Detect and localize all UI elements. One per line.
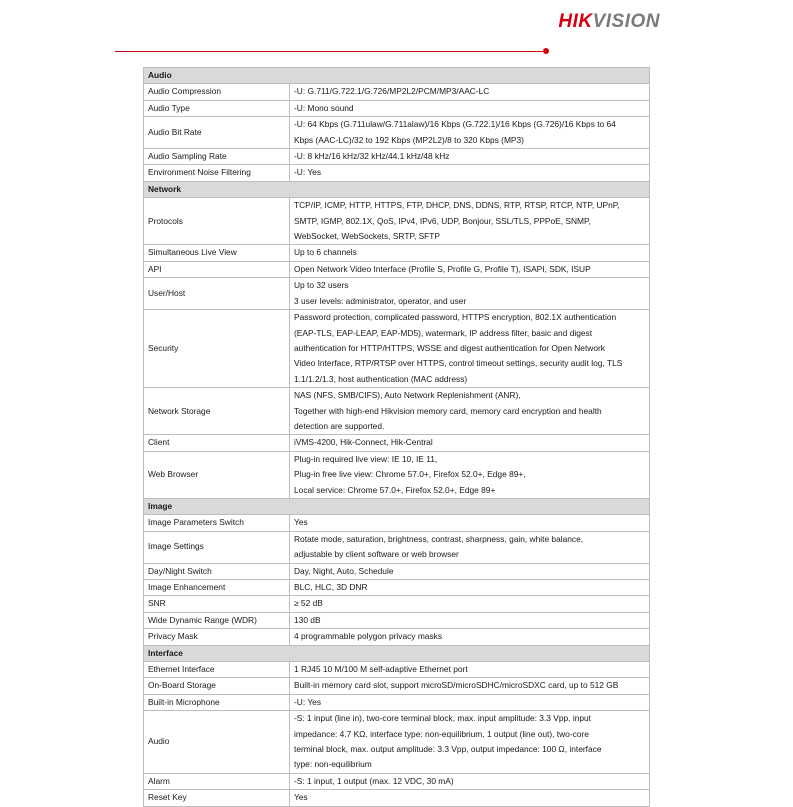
spec-value bbox=[290, 100, 650, 116]
spec-value bbox=[290, 388, 650, 435]
spec-key: SNR bbox=[144, 596, 290, 612]
spec-value-line: WebSocket, WebSockets, SRTP, SFTP bbox=[294, 231, 440, 242]
spec-row bbox=[144, 165, 650, 181]
spec-row bbox=[144, 388, 650, 435]
spec-value-line: Up to 32 users bbox=[294, 280, 349, 291]
spec-value-line: 130 dB bbox=[294, 614, 321, 625]
spec-value bbox=[290, 790, 650, 806]
spec-row bbox=[144, 435, 650, 451]
spec-row bbox=[144, 245, 650, 261]
spec-value-line: 1.1/1.2/1.3, host authentication (MAC address) bbox=[294, 373, 468, 384]
section-title: Image bbox=[144, 498, 650, 514]
spec-key: Audio bbox=[144, 711, 290, 774]
spec-row bbox=[144, 790, 650, 806]
spec-value bbox=[290, 773, 650, 789]
spec-value-line: Yes bbox=[294, 792, 308, 803]
spec-row bbox=[144, 773, 650, 789]
spec-key: Protocols bbox=[144, 198, 290, 245]
spec-value-line: -U: G.711/G.722.1/G.726/MP2L2/PCM/MP3/AAC-LC bbox=[294, 86, 490, 97]
spec-value-line: Built-in memory card slot, support microSD/microSDHC/microSDXC card, up to 512 GB bbox=[294, 680, 619, 691]
spec-value-line: -S: 1 input (line in), two-core terminal block, max. input amplitude: 3.3 Vpp, input bbox=[294, 713, 591, 724]
spec-value-line: (EAP-TLS, EAP-LEAP, EAP-MD5), watermark, IP address filter, basic and digest bbox=[294, 327, 593, 338]
spec-value bbox=[290, 451, 650, 498]
spec-row bbox=[144, 198, 650, 245]
spec-key: Security bbox=[144, 310, 290, 388]
spec-value-line: BLC, HLC, 3D DNR bbox=[294, 582, 368, 592]
spec-value-line: -U: Yes bbox=[294, 696, 322, 707]
spec-value-line: Local service: Chrome 57.0+, Firefox 52.0+, Edge 89+ bbox=[294, 484, 496, 495]
spec-value-line: -S: 1 input, 1 output (max. 12 VDC, 30 mA) bbox=[294, 775, 454, 786]
spec-row bbox=[144, 278, 650, 310]
spec-key: Alarm bbox=[144, 773, 290, 789]
spec-row bbox=[144, 84, 650, 100]
spec-key: Network Storage bbox=[144, 388, 290, 435]
logo-vision: VISION bbox=[592, 11, 660, 32]
spec-row bbox=[144, 612, 650, 628]
spec-value bbox=[290, 278, 650, 310]
spec-key: Environment Noise Filtering bbox=[144, 165, 290, 181]
spec-value-line: NAS (NFS, SMB/CIFS), Auto Network Replenishment (ANR), bbox=[294, 390, 521, 401]
spec-value bbox=[290, 694, 650, 710]
spec-value bbox=[290, 515, 650, 531]
spec-key: Audio Bit Rate bbox=[144, 117, 290, 149]
spec-value-line: Open Network Video Interface (Profile S, Profile G, Profile T), ISAPI, SDK, ISUP bbox=[294, 263, 591, 274]
spec-value-line: impedance: 4.7 KΩ, interface type: non-equilibrium, 1 output (line out), two-core bbox=[294, 728, 589, 739]
spec-table bbox=[143, 67, 650, 807]
spec-value bbox=[290, 596, 650, 612]
spec-key: Web Browser bbox=[144, 451, 290, 498]
spec-row bbox=[144, 149, 650, 165]
section-header bbox=[144, 498, 650, 514]
spec-value-line: TCP/IP, ICMP, HTTP, HTTPS, FTP, DHCP, DNS, DDNS, RTP, RTSP, RTCP, NTP, UPnP, bbox=[294, 200, 620, 211]
spec-value-line: -U: Mono sound bbox=[294, 102, 354, 113]
spec-key: Image Parameters Switch bbox=[144, 515, 290, 531]
spec-value bbox=[290, 84, 650, 100]
spec-value bbox=[290, 678, 650, 694]
spec-value-line: -U: 64 Kbps (G.711ulaw/G.711alaw)/16 Kbps (G.722.1)/16 Kbps (G.726)/16 Kbps to 64 bbox=[294, 119, 616, 130]
spec-value-line: authentication for HTTP/HTTPS, WSSE and digest authentication for Open Network bbox=[294, 342, 605, 353]
spec-row bbox=[144, 451, 650, 498]
spec-value bbox=[290, 435, 650, 451]
spec-row bbox=[144, 629, 650, 645]
spec-row bbox=[144, 117, 650, 149]
spec-row bbox=[144, 310, 650, 388]
hikvision-logo bbox=[558, 11, 660, 33]
spec-value-line: detection are supported. bbox=[294, 420, 385, 431]
spec-value-line: -U: 8 kHz/16 kHz/32 kHz/44.1 kHz/48 kHz bbox=[294, 151, 450, 162]
spec-value bbox=[290, 117, 650, 149]
spec-value bbox=[290, 612, 650, 628]
section-title: Audio bbox=[144, 68, 650, 84]
spec-value-line: terminal block, max. output amplitude: 3.3 Vpp, output impedance: 100 Ω, interface bbox=[294, 744, 602, 755]
spec-key: On-Board Storage bbox=[144, 678, 290, 694]
spec-value bbox=[290, 563, 650, 579]
spec-key: Privacy Mask bbox=[144, 629, 290, 645]
spec-row bbox=[144, 563, 650, 579]
spec-key: Ethernet Interface bbox=[144, 662, 290, 678]
spec-value-line: Rotate mode, saturation, brightness, contrast, sharpness, gain, white balance, bbox=[294, 533, 584, 544]
spec-row bbox=[144, 100, 650, 116]
spec-key: Image Enhancement bbox=[144, 580, 290, 596]
spec-value-line: Plug-in required live view: IE 10, IE 11, bbox=[294, 453, 438, 464]
spec-row bbox=[144, 580, 650, 596]
spec-value bbox=[290, 580, 650, 596]
spec-value-line: 1 RJ45 10 M/100 M self-adaptive Ethernet port bbox=[294, 664, 468, 675]
spec-key: Built-in Microphone bbox=[144, 694, 290, 710]
spec-value-line: 4 programmable polygon privacy masks bbox=[294, 631, 443, 642]
spec-value-line: -U: Yes bbox=[294, 167, 322, 178]
spec-row bbox=[144, 711, 650, 774]
spec-key: Simultaneous Live View bbox=[144, 245, 290, 261]
spec-value-line: 3 user levels: administrator, operator, and user bbox=[294, 295, 467, 306]
section-title: Interface bbox=[144, 645, 650, 661]
spec-value-line: type: non-equilibrium bbox=[294, 759, 372, 770]
section-header bbox=[144, 68, 650, 84]
spec-table-body bbox=[144, 68, 650, 807]
spec-key: Image Settings bbox=[144, 531, 290, 563]
spec-value bbox=[290, 711, 650, 774]
spec-key: Wide Dynamic Range (WDR) bbox=[144, 612, 290, 628]
spec-value bbox=[290, 662, 650, 678]
spec-value-line: Password protection, complicated password, HTTPS encryption, 802.1X authentication bbox=[294, 312, 617, 323]
spec-row bbox=[144, 515, 650, 531]
spec-value-line: Video Interface, RTP/RTSP over HTTPS, control timeout settings, security audit log, TLS bbox=[294, 358, 623, 369]
section-title: Network bbox=[144, 181, 650, 197]
spec-row bbox=[144, 596, 650, 612]
spec-value-line: Yes bbox=[294, 517, 308, 528]
spec-value bbox=[290, 629, 650, 645]
spec-value bbox=[290, 531, 650, 563]
spec-key: Day/Night Switch bbox=[144, 563, 290, 579]
spec-row bbox=[144, 678, 650, 694]
logo-hik: HIK bbox=[558, 11, 593, 32]
header-divider-dot bbox=[543, 48, 549, 54]
spec-value-line: SMTP, IGMP, 802.1X, QoS, IPv4, IPv6, UDP, Bonjour, SSL/TLS, PPPoE, SNMP, bbox=[294, 215, 591, 226]
spec-value-line: ≥ 52 dB bbox=[294, 598, 323, 609]
spec-key: Audio Compression bbox=[144, 84, 290, 100]
spec-row bbox=[144, 531, 650, 563]
spec-key: User/Host bbox=[144, 278, 290, 310]
spec-key: Audio Type bbox=[144, 100, 290, 116]
spec-value-line: Day, Night, Auto, Schedule bbox=[294, 565, 394, 576]
spec-value bbox=[290, 310, 650, 388]
spec-value bbox=[290, 261, 650, 277]
spec-value-line: adjustable by client software or web browser bbox=[294, 549, 459, 560]
section-header bbox=[144, 181, 650, 197]
spec-value bbox=[290, 149, 650, 165]
spec-key: Audio Sampling Rate bbox=[144, 149, 290, 165]
spec-value bbox=[290, 245, 650, 261]
spec-row bbox=[144, 662, 650, 678]
spec-key: Reset Key bbox=[144, 790, 290, 806]
spec-row bbox=[144, 261, 650, 277]
spec-key: Client bbox=[144, 435, 290, 451]
spec-row bbox=[144, 694, 650, 710]
section-header bbox=[144, 645, 650, 661]
spec-value bbox=[290, 165, 650, 181]
spec-value bbox=[290, 198, 650, 245]
spec-value-line: Plug-in free live view: Chrome 57.0+, Firefox 52.0+, Edge 89+, bbox=[294, 469, 526, 480]
spec-value-line: Kbps (AAC-LC)/32 to 192 Kbps (MP2L2)/8 to 320 Kbps (MP3) bbox=[294, 134, 524, 145]
spec-value-line: Up to 6 channels bbox=[294, 247, 357, 258]
spec-key: API bbox=[144, 261, 290, 277]
spec-value-line: Together with high-end Hikvision memory card, memory card encryption and health bbox=[294, 405, 602, 416]
spec-value-line: iVMS-4200, Hik-Connect, Hik-Central bbox=[294, 437, 433, 448]
header-divider bbox=[115, 51, 545, 52]
